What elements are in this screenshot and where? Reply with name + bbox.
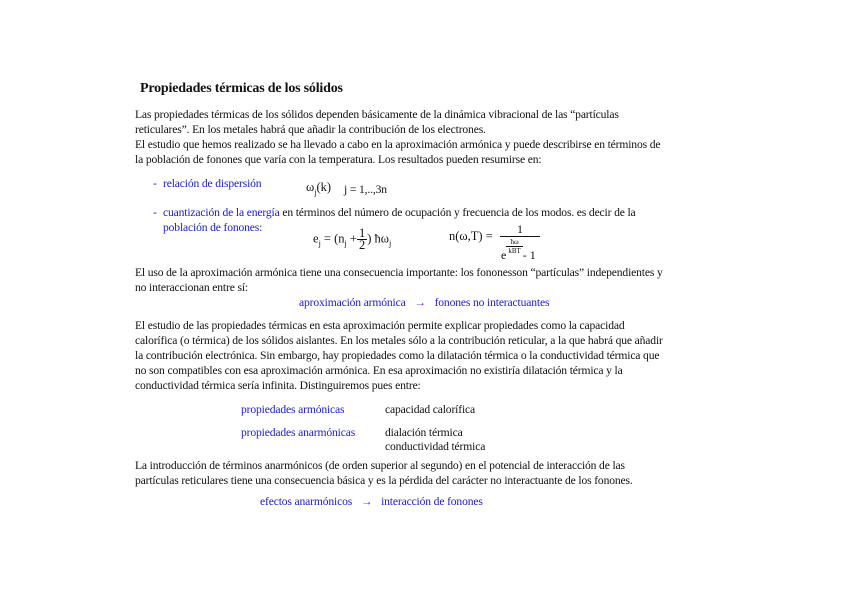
occupation-subscript: j <box>344 239 347 249</box>
page-title: Propiedades térmicas de los sólidos <box>140 81 343 96</box>
arrow-icon: → <box>414 296 426 309</box>
paragraph-4-line-2: partículas reticulares tiene una consecuencia básica y es la pérdida del carácter no interactuante de los fonones. <box>135 474 633 487</box>
one-half-fraction <box>357 228 367 251</box>
arrow-icon: → <box>360 495 373 508</box>
dispersion-equation <box>306 180 331 195</box>
paragraph-3-line-4: no son compatibles con esa aproximación armónica. En esa aproximación no existiría dilatación térmica y la <box>135 364 623 377</box>
heat-capacity-value: capacidad calorífica <box>385 403 476 416</box>
harmonic-implication <box>299 295 549 310</box>
bullet-2-text: en términos del número de ocupación y frecuencia de los modos. es decir de la <box>279 206 636 219</box>
bullet-2-dash: - <box>153 206 157 219</box>
paragraph-2-line-2: no interaccionan entre sí: <box>135 281 248 294</box>
bullet-2-line-1 <box>163 205 636 220</box>
paragraph-2-line-1: El uso de la aproximación armónica tiene una consecuencia importante: los fononesson “partículas” independientes y <box>135 266 663 279</box>
fraction-numerator: 1 <box>358 226 366 240</box>
paragraph-4-line-1: La introducción de términos anarmónicos (de orden superior al segundo) en el potencial de interacción de las <box>135 459 625 472</box>
bose-einstein-fraction-bar <box>500 236 540 237</box>
bullet-2-label: cuantización de la energía <box>163 206 280 219</box>
paragraph-3-line-5: conductividad térmica sería infinita. Distinguiremos pues entre: <box>135 379 421 392</box>
anharmonic-effects-label: efectos anarmónicos <box>260 495 353 508</box>
energy-subscript: j <box>318 239 321 249</box>
fraction-denominator: 2 <box>358 238 366 252</box>
bullet-1-label: relación de dispersión <box>163 177 262 190</box>
mode-index-range: j = 1,..,3n <box>344 183 387 196</box>
paragraph-3-line-3: la contribución electrónica. Sin embargo, hay propiedades como la dilatación térmica o la conductividad térmica que <box>135 349 660 362</box>
thermal-expansion-value: dialación térmica <box>385 426 463 439</box>
bose-einstein-lhs: n(ω,T) = <box>449 229 493 243</box>
paragraph-1-line-2: reticulares”. En los metales habrá que añadir la contribución de los electrones. <box>135 123 486 136</box>
bullet-2-label-2: población de fonones: <box>163 221 263 234</box>
phonon-interaction-label: interacción de fonones <box>381 495 483 508</box>
bose-einstein-denominator <box>501 238 536 263</box>
omega-symbol: ω <box>306 180 315 194</box>
paragraph-3-line-2: calorífica (o térmica) de los sólidos aislantes. En los metales sólo a la contribución reticular, a la que habrá que añadir <box>135 334 663 347</box>
occupation-open: = (n <box>323 231 345 246</box>
paragraph-1-line-3: El estudio que hemos realizado se ha llevado a cabo en la aproximación armónica y puede describirse en términos de <box>135 138 661 151</box>
paragraph-3-line-1: El estudio de las propiedades térmicas en esta aproximación permite explicar propiedades como la capacidad <box>135 319 625 332</box>
paragraph-1-line-4: la población de fonones que varía con la temperatura. Los resultados pueden resumirse en: <box>135 153 542 166</box>
anharmonic-properties-label: propiedades anarmónicas <box>241 426 356 439</box>
paragraph-1-line-1: Las propiedades térmicas de los sólidos dependen básicamente de la dinámica vibracional de las “partículas <box>135 108 619 121</box>
anharmonic-implication <box>260 494 483 509</box>
energy-symbol: e <box>313 231 319 246</box>
hbar-omega: ħω <box>374 231 389 246</box>
energy-equation <box>313 228 391 251</box>
non-interacting-phonons-label: fonones no interactuantes <box>434 296 550 309</box>
thermal-conductivity-value: conductividad térmica <box>385 440 486 453</box>
exponent-denominator: kBT <box>508 247 521 255</box>
harmonic-approx-label: aproximación armónica <box>299 296 406 309</box>
plus-sign: + <box>346 231 357 246</box>
k-vector: (k) <box>316 180 332 194</box>
occupation-close: ) <box>367 231 372 246</box>
exponent-numerator: ħω <box>506 238 522 247</box>
minus-one: - 1 <box>522 248 536 263</box>
hbar-omega-subscript: j <box>388 239 392 249</box>
exp-base: e <box>501 248 507 263</box>
omega-subscript: j <box>314 188 317 197</box>
bose-einstein-numerator: 1 <box>517 222 523 236</box>
harmonic-properties-label: propiedades armónicas <box>241 403 345 416</box>
exponent-fraction <box>506 238 522 255</box>
bullet-1-dash: - <box>153 177 157 190</box>
